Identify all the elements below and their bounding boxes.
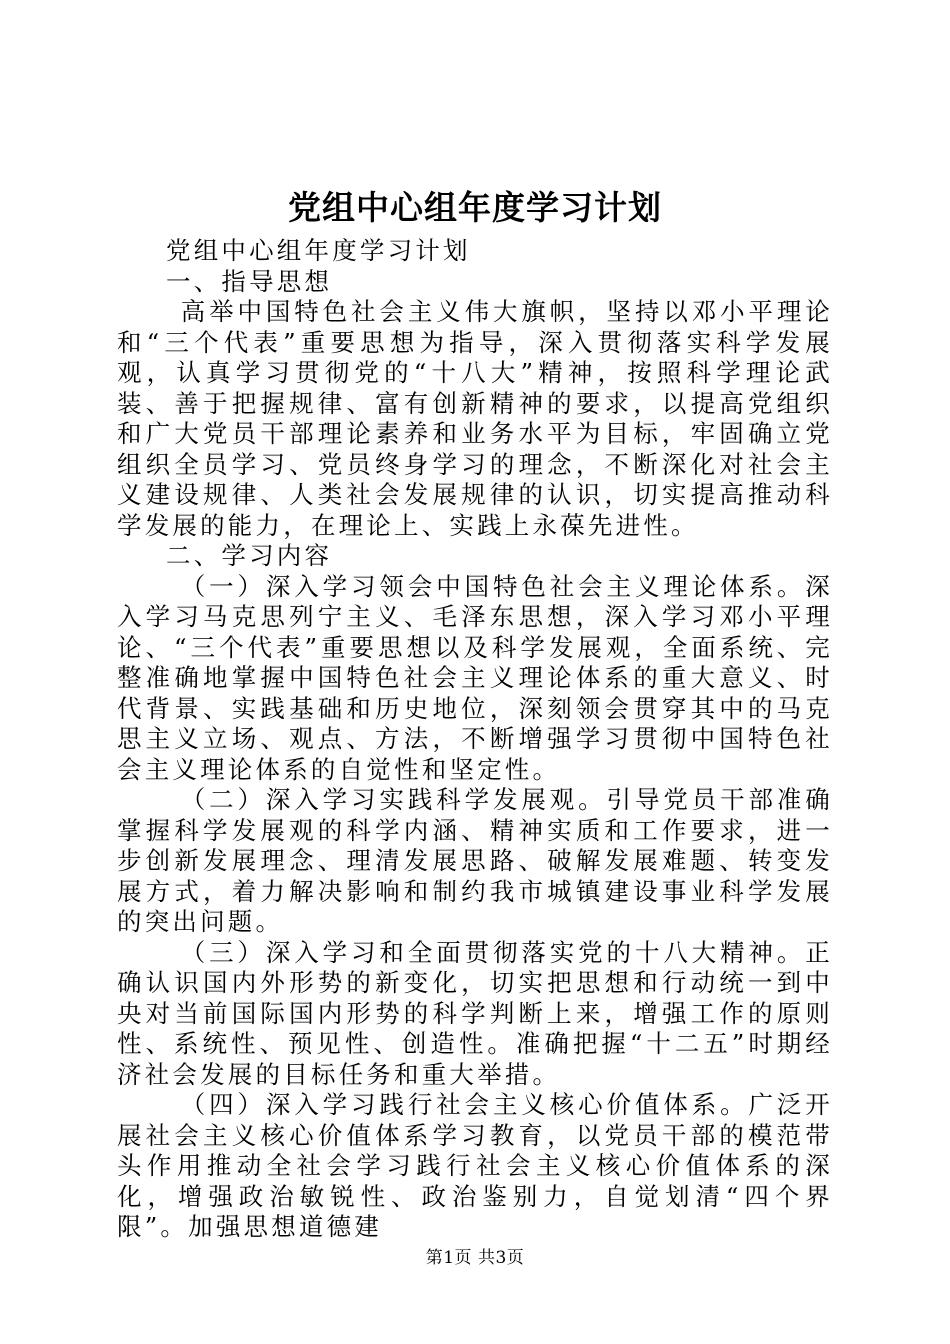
section-heading-study-content: 二、学习内容: [166, 541, 333, 570]
document-title: 党组中心组年度学习计划: [288, 188, 662, 227]
paragraph-item-2: （二）深入学习实践科学发展观。引导党员干部准确掌握科学发展观的科学内涵、精神实质和工作要求，进一步创新发展理念、理清发展思路、破解发展难题、转变发展方式，着力解决影响和制约我市城镇建设事业科学发展的突出问题。: [117, 785, 833, 936]
paragraph-item-3: （三）深入学习和全面贯彻落实党的十八大精神。正确认识国内外形势的新变化，切实把思想和行动统一到中央对当前国际国内形势的科学判断上来，增强工作的原则性、系统性、预见性、创造性。准确把握“十二五”时期经济社会发展的目标任务和重大举措。: [117, 937, 833, 1089]
document-body: [117, 236, 833, 1243]
body-heading-repeat: 党组中心组年度学习计划: [166, 236, 471, 265]
paragraph-item-1: （一）深入学习领会中国特色社会主义理论体系。深入学习马克思列宁主义、毛泽东思想，深入学习邓小平理论、“三个代表”重要思想以及科学发展观，全面系统、完整准确地掌握中国特色社会主义理论体系的重大意义、时代背景、实践基础和历史地位，深刻领会贯穿其中的马克思主义立场、观点、方法，不断增强学习贯彻中国特色社会主义理论体系的自觉性和坚定性。: [117, 571, 833, 784]
paragraph-item-4: （四）深入学习践行社会主义核心价值体系。广泛开展社会主义核心价值体系学习教育，以党员干部的模范带头作用推动全社会学习践行社会主义核心价值体系的深化，增强政治敏锐性、政治鉴别力，自觉划清“四个界限”。加强思想道德建: [117, 1090, 833, 1241]
paragraph-guiding-thought: 高举中国特色社会主义伟大旗帜，坚持以邓小平理论和“三个代表”重要思想为指导，深入贯彻落实科学发展观，认真学习贯彻党的“十八大”精神，按照科学理论武装、善于把握规律、富有创新精神的要求，以提高党组织和广大党员干部理论素养和业务水平为目标，牢固确立党组织全员学习、党员终身学习的理念，不断深化对社会主义建设规律、人类社会发展规律的认识，切实提高推动科学发展的能力，在理论上、实践上永葆先进性。: [117, 297, 833, 540]
page-footer: 第1页 共3页: [425, 1248, 525, 1268]
section-heading-guiding-thought: 一、指导思想: [166, 266, 333, 296]
